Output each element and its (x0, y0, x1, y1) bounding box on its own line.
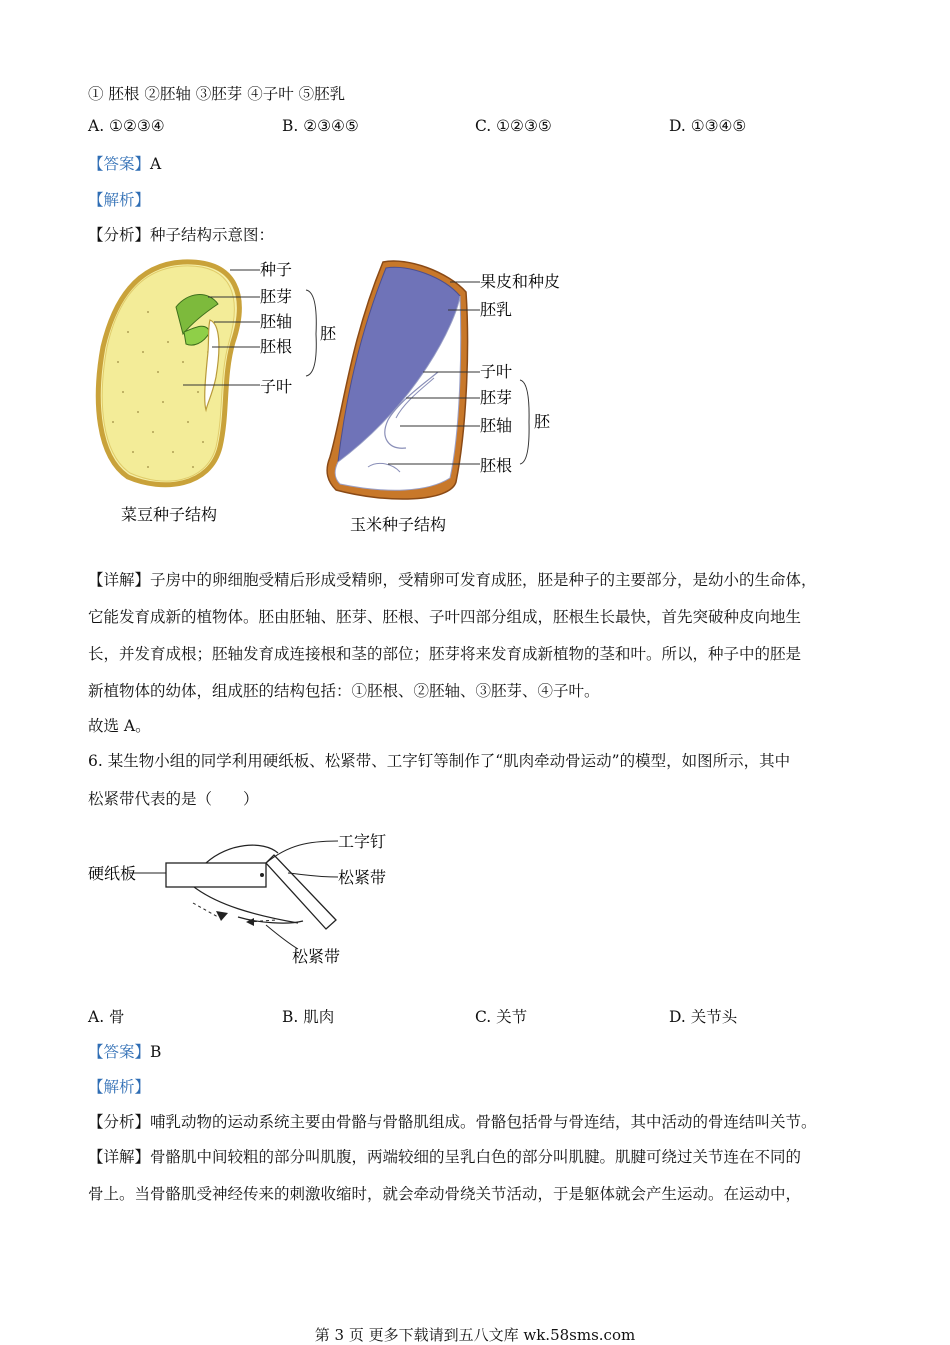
band-top-curve (206, 845, 278, 863)
q5-items: ① 胚根 ②胚轴 ③胚芽 ④子叶 ⑤胚乳 (88, 85, 346, 103)
q5-detail-line-3: 长，并发育成根；胚轴发育成连接根和茎的部位；胚芽将来发育成新植物的茎和叶。所以，种子中的胚是 (88, 645, 802, 663)
corn-label-6: 胚根 (480, 456, 513, 475)
motion-dash-left (193, 903, 218, 917)
q5-fenxi (88, 223, 868, 245)
q6-detail-line-2: 骨上。当骨骼肌受神经传来的刺激收缩时，就会牵动骨绕关节活动，于是躯体就会产生运动。在运动中， (88, 1185, 802, 1203)
q5-option-b: B. ②③④⑤ (282, 117, 359, 135)
corn-label-4: 胚芽 (480, 388, 513, 407)
bean-caption: 菜豆种子结构 (121, 505, 218, 524)
label-cardboard: 硬纸板 (88, 864, 137, 883)
q6-option-b: B. 肌肉 (282, 1008, 335, 1026)
bean-seed-drawing (98, 262, 239, 485)
page-footer: 第 3 页 更多下载请到五八文库 wk.58sms.com (314, 1326, 636, 1344)
q5-option-a: A. ①②③④ (88, 117, 165, 135)
detail-text: 骨骼肌中间较粗的部分叫肌腹，两端较细的呈乳白色的部分叫肌腱。肌腱可绕过关节连在不同的 (150, 1148, 802, 1166)
bean-label-3: 胚轴 (260, 312, 293, 331)
label-band-bottom: 松紧带 (292, 947, 341, 966)
q6-stem-line-2: 松紧带代表的是（ ） (88, 790, 259, 808)
q6-option-a: A. 骨 (88, 1008, 125, 1026)
q6-option-d: D. 关节头 (669, 1008, 738, 1026)
corn-label-1: 果皮和种皮 (480, 272, 561, 291)
q5-option-c: C. ①②③⑤ (475, 117, 552, 135)
answer-tag: 【答案】 (88, 1043, 151, 1061)
answer-tag: 【答案】 (88, 155, 151, 173)
q6-fenxi (88, 1110, 868, 1132)
detail-text: 子房中的卵细胞受精后形成受精卵，受精卵可发育成胚，胚是种子的主要部分，是幼小的生命体， (150, 571, 817, 589)
bean-label-5: 子叶 (260, 377, 293, 396)
q6-analysis-tag: 【解析】 (88, 1078, 151, 1096)
seed-structure-figure (88, 252, 588, 542)
bean-label-2: 胚芽 (260, 287, 293, 306)
motion-arrow-left (216, 911, 228, 921)
corn-caption: 玉米种子结构 (350, 515, 447, 534)
corn-seed-drawing (327, 261, 467, 499)
q6-stem-line-1: 6. 某生物小组的同学利用硬纸板、松紧带、工字钉等制作了“肌肉牵动骨运动”的模型，如图所示，其中 (88, 752, 791, 770)
cardboard-bone-2 (266, 855, 336, 929)
q5-detail-line-4: 新植物体的幼体，组成胚的结构包括：①胚根、②胚轴、③胚芽、④子叶。 (88, 682, 600, 700)
q5-detail-line-2: 它能发育成新的植物体。胚由胚轴、胚芽、胚根、子叶四部分组成，胚根生长最快，首先突破种皮向地生 (88, 608, 802, 626)
bean-label-1: 种子 (260, 260, 293, 279)
detail-tag: 【详解】 (88, 1148, 151, 1166)
q6-detail-line-1 (88, 1145, 868, 1167)
label-pin: 工字钉 (338, 832, 387, 851)
pin-dot (260, 873, 264, 877)
q6-option-c: C. 关节 (475, 1008, 528, 1026)
q5-detail-line-1 (88, 568, 868, 590)
corn-label-3: 子叶 (480, 362, 513, 381)
answer-value: A (150, 155, 162, 173)
answer-value: B (150, 1043, 162, 1061)
fenxi-text: 哺乳动物的运动系统主要由骨骼与骨骼肌组成。骨骼包括骨与骨连结，其中活动的骨连结叫关节。 (150, 1113, 817, 1131)
detail-tag: 【详解】 (88, 571, 151, 589)
fenxi-text: 种子结构示意图： (150, 226, 275, 244)
fenxi-tag: 【分析】 (88, 1113, 151, 1131)
q5-analysis-tag: 【解析】 (88, 191, 151, 209)
q6-answer (88, 1040, 868, 1062)
q5-answer (88, 152, 868, 174)
bean-label-4: 胚根 (260, 337, 293, 356)
cardboard-rect (166, 863, 266, 887)
q5-option-d: D. ①③④⑤ (669, 117, 747, 135)
q5-conclusion: 故选 A。 (88, 717, 151, 735)
corn-group-label: 胚 (534, 412, 551, 431)
band-bottom-curve (194, 887, 298, 923)
corn-label-5: 胚轴 (480, 416, 513, 435)
muscle-model-figure (88, 825, 408, 970)
bean-group-label: 胚 (320, 324, 337, 343)
corn-label-2: 胚乳 (480, 300, 513, 319)
label-band-top: 松紧带 (338, 868, 387, 887)
fenxi-tag: 【分析】 (88, 226, 151, 244)
